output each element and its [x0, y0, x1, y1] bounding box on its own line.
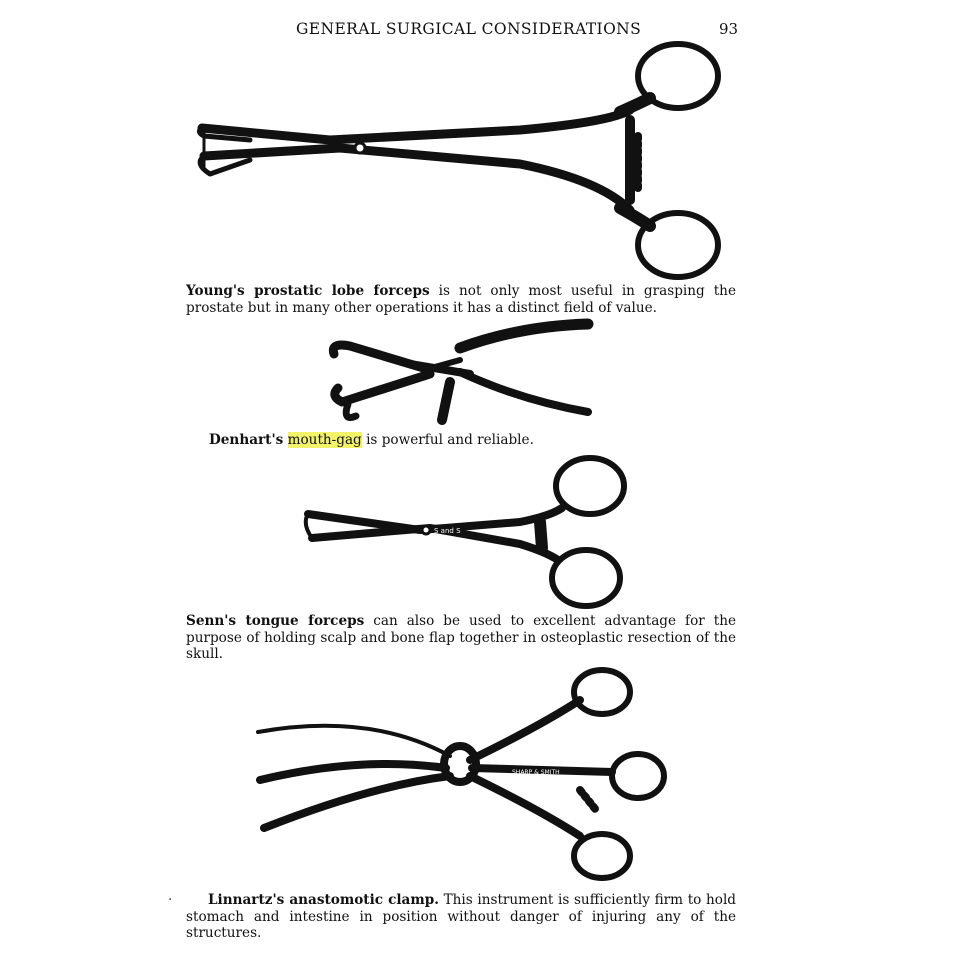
engraving-label: SHARP & SMITH	[421, 139, 478, 150]
instrument-name: Linnartz's anastomotic clamp.	[208, 892, 439, 908]
engraving-label: SHARP & SMITH	[512, 769, 560, 776]
instrument-name: Denhart's	[209, 432, 284, 448]
engraving-label: S and S	[434, 527, 461, 535]
caption-text: is not only most useful in grasping the prostate but in many other operations it has a distinct field of value.	[186, 283, 736, 316]
caption-senn-forceps	[186, 613, 736, 663]
caption-text: This instrument is sufficiently firm to hold stomach and intestine in position without danger of injuring any of the structures.	[186, 892, 736, 941]
running-head: GENERAL SURGICAL CONSIDERATIONS	[296, 20, 642, 38]
instrument-name: Young's prostatic lobe forceps	[186, 283, 430, 299]
caption-linnartz-clamp	[168, 892, 736, 942]
stray-mark: ·	[168, 892, 173, 908]
caption-text: is powerful and reliable.	[361, 432, 534, 448]
linnartz-clamp-illustration	[250, 660, 670, 890]
caption-text: can also be used to excellent advantage for the purpose of holding scalp and bone flap together in osteoplastic resection of the skull.	[186, 613, 736, 662]
young-forceps-illustration	[190, 40, 730, 280]
instrument-name: Senn's tongue forceps	[186, 613, 365, 629]
denhart-mouth-gag-illustration	[320, 312, 600, 432]
senn-forceps-illustration	[300, 452, 640, 612]
caption-denhart-gag	[209, 432, 729, 449]
highlighted-term: mouth-gag	[287, 432, 362, 448]
page-number: 93	[719, 20, 739, 38]
